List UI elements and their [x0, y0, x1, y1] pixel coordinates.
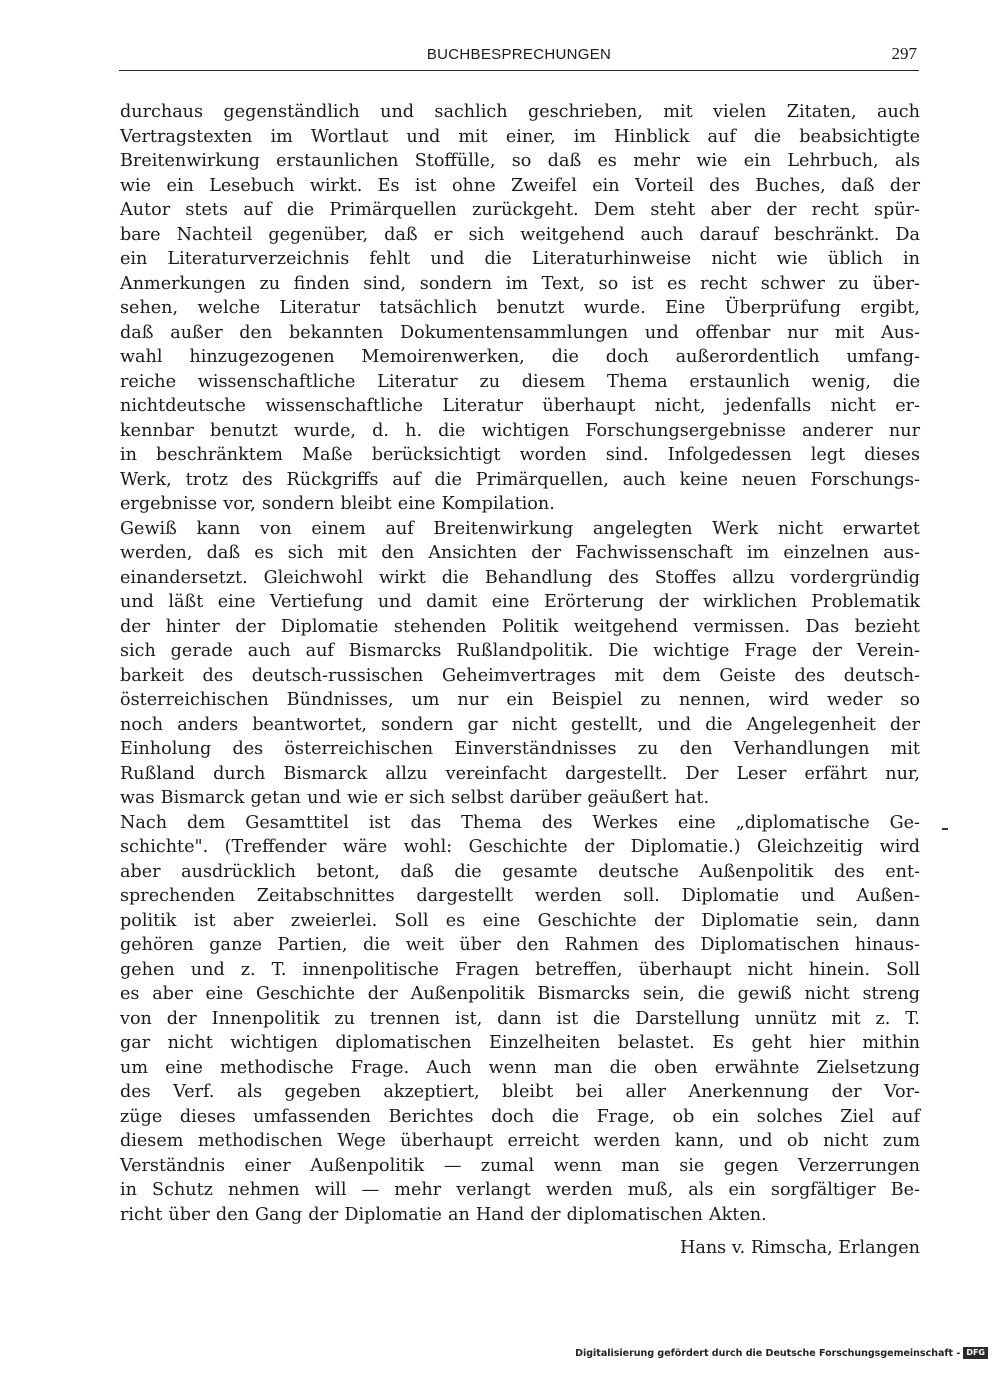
text-line: Gewiß kann von einem auf Breitenwirkung angelegten Werk nicht erwartet [120, 518, 920, 539]
paragraph [120, 100, 920, 517]
text-line: bare Nachteil gegenüber, daß er sich weitgehend auch darauf beschränkt. Da [120, 224, 920, 245]
text-line: um eine methodische Frage. Auch wenn man die oben erwähnte Zielsetzung [120, 1057, 920, 1078]
page-number: 297 [891, 44, 917, 63]
reviewer-signature: Hans v. Rimscha, Erlangen [680, 1238, 920, 1258]
text-line: Breitenwirkung erstaunlichen Stoffülle, so daß es mehr wie ein Lehrbuch, als [120, 151, 920, 171]
text-line: der hinter der Diplomatie stehenden Politik weitgehend vermissen. Das bezieht [120, 616, 920, 637]
text-line: daß außer den bekannten Dokumentensammlungen und offenbar nur mit Aus- [120, 322, 920, 343]
text-line: Werk, trotz des Rückgriffs auf die Primärquellen, auch keine neuen Forschungs- [120, 469, 920, 490]
text-line: aber ausdrücklich betont, daß die gesamte deutsche Außenpolitik des ent- [120, 861, 920, 882]
text-line: wie ein Lesebuch wirkt. Es ist ohne Zweifel ein Vorteil des Buches, daß der [120, 175, 920, 196]
text-line: sehen, welche Literatur tatsächlich benutzt wurde. Eine Überprüfung ergibt, [120, 298, 920, 318]
text-line: es aber eine Geschichte der Außenpolitik Bismarcks sein, die gewiß nicht streng [120, 984, 920, 1004]
text-line: was Bismarck getan und wie er sich selbst darüber geäußert hat. [120, 788, 710, 808]
text-line: noch anders beantwortet, sondern gar nicht gestellt, und die Angelegenheit der [120, 714, 920, 735]
text-line: gehen und z. T. innenpolitische Fragen betreffen, überhaupt nicht hinein. Soll [120, 959, 920, 980]
paragraph [120, 517, 920, 811]
text-line: in beschränktem Maße berücksichtigt worden sind. Infolgedessen legt dieses [120, 445, 920, 465]
text-line: Rußland durch Bismarck allzu vereinfacht dargestellt. Der Leser erfährt nur, [120, 763, 920, 784]
text-line: in Schutz nehmen will — mehr verlangt werden muß, als ein sorgfältiger Be- [120, 1180, 920, 1200]
text-line: nichtdeutsche wissenschaftliche Literatur überhaupt nicht, jedenfalls nicht er- [120, 396, 920, 416]
text-line: österreichischen Bündnisses, um nur ein Beispiel zu nennen, wird weder so [120, 690, 920, 710]
text-line: Verständnis einer Außenpolitik — zumal wenn man sie gegen Verzerrungen [120, 1155, 920, 1176]
text-line: und läßt eine Vertiefung und damit eine Erörterung der wirklichen Problematik [120, 592, 920, 612]
text-line: züge dieses umfassenden Berichtes doch die Frage, ob ein solches Ziel auf [120, 1106, 920, 1127]
text-line: werden, daß es sich mit den Ansichten der Fachwissenschaft im einzelnen aus- [120, 543, 920, 563]
text-line: sprechenden Zeitabschnittes dargestellt werden soll. Diplomatie und Außen- [120, 886, 920, 906]
text-line: Nach dem Gesamttitel ist das Thema des Werkes eine „diplomatische Ge- [120, 812, 920, 833]
running-title: BUCHBESPRECHUNGEN [426, 46, 612, 63]
text-line: barkeit des deutsch-russischen Geheimvertrages mit dem Geiste des deutsch- [120, 665, 920, 686]
text-line: des Verf. als gegeben akzeptiert, bleibt bei aller Anerkennung der Vor- [120, 1082, 920, 1102]
text-line: gehören ganze Partien, die weit über den Rahmen des Diplomatischen hinaus- [120, 935, 920, 955]
margin-mark [942, 828, 948, 830]
text-line: ein Literaturverzeichnis fehlt und die Literaturhinweise nicht wie üblich in [120, 249, 920, 269]
text-line: schichte". (Treffender wäre wohl: Geschichte der Diplomatie.) Gleichzeitig wird [120, 837, 920, 857]
text-line: politik ist aber zweierlei. Soll es eine Geschichte der Diplomatie sein, dann [120, 910, 920, 931]
text-line: Vertragstexten im Wortlaut und mit einer, im Hinblick auf die beabsichtigte [120, 126, 920, 147]
text-line: durchaus gegenständlich und sachlich geschrieben, mit vielen Zitaten, auch [120, 102, 920, 122]
text-line: ergebnisse vor, sondern bleibt eine Kompilation. [120, 494, 555, 514]
text-line: Einholung des österreichischen Einverständnisses zu den Verhandlungen mit [120, 739, 920, 759]
text-line: diesem methodischen Wege überhaupt erreicht werden kann, und ob nicht zum [120, 1131, 920, 1151]
text-line: richt über den Gang der Diplomatie an Hand der diplomatischen Akten. [120, 1204, 767, 1225]
paragraph [120, 811, 920, 1228]
footer-credit: Digitalisierung gefördert durch die Deutsche Forschungsgemeinschaft - [575, 1347, 961, 1359]
review-body-text [120, 100, 920, 1227]
text-line: gar nicht wichtigen diplomatischen Einzelheiten belastet. Es geht hier mithin [120, 1033, 920, 1053]
text-line: von der Innenpolitik zu trennen ist, dann ist die Darstellung unnütz mit z. T. [120, 1008, 920, 1029]
text-line: sich gerade auch auf Bismarcks Rußlandpolitik. Die wichtige Frage der Verein- [120, 641, 920, 661]
text-line: wahl hinzugezogenen Memoirenwerken, die doch außerordentlich umfang- [120, 347, 920, 367]
page-header [119, 44, 919, 71]
text-line: reiche wissenschaftliche Literatur zu diesem Thema erstaunlich wenig, die [120, 371, 920, 392]
text-line: kennbar benutzt wurde, d. h. die wichtigen Forschungsergebnisse anderer nur [120, 420, 920, 441]
dfg-logo: DFG [963, 1347, 988, 1359]
digitization-footer [575, 1347, 988, 1359]
text-line: Autor stets auf die Primärquellen zurückgeht. Dem steht aber der recht spür- [120, 200, 920, 220]
text-line: Anmerkungen zu finden sind, sondern im Text, so ist es recht schwer zu über- [120, 273, 920, 294]
text-line: einandersetzt. Gleichwohl wirkt die Behandlung des Stoffes allzu vordergründig [120, 567, 920, 588]
